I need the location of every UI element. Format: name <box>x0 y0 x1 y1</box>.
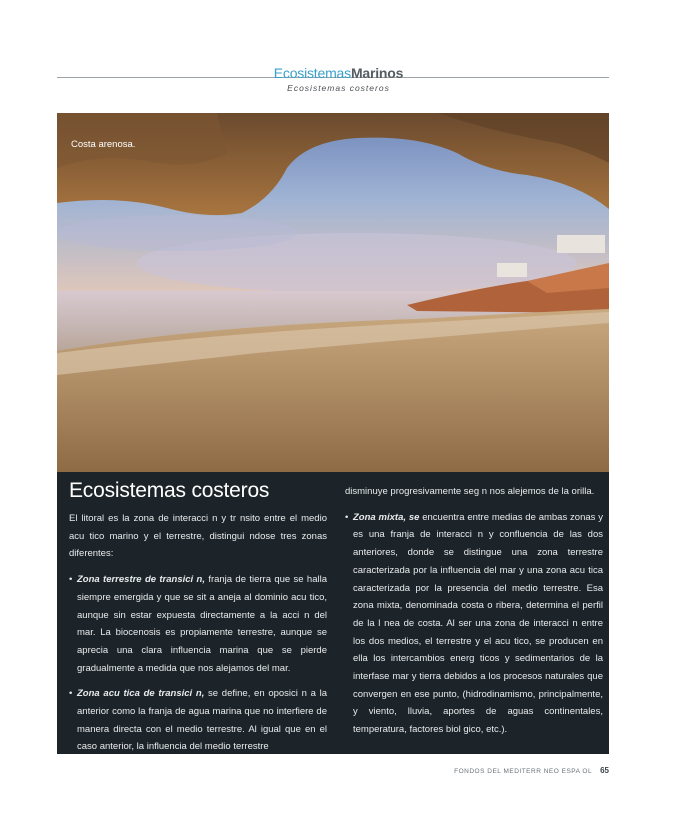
article-panel <box>57 472 609 754</box>
bullet-term: Zona terrestre de transici n, <box>77 574 205 586</box>
list-item <box>69 685 327 756</box>
bullet-symbol: • <box>345 511 349 523</box>
bullet-term: Zona acu tica de transici n, <box>77 688 205 700</box>
beach-cave-photo <box>57 113 609 472</box>
page-header-subtitle: Ecosistemas costeros <box>287 83 390 93</box>
bullet-text: franja de tierra que se halla siempre emergida y que se sit a aneja al dominio acu tico, aunque sin estar expuesta directamente a la acci n del mar. La biocenosis es propiamente terrestre, aunque se aprecia una clara influencia marina que se pierde gradualmente a medida que nos alejamos del mar. <box>77 574 327 674</box>
bullet-text: se define, en oposici n a la anterior como la franja de agua marina que no interfiere de manera directa con el medio terrestre. Al igual que en el caso anterior, la influencia del medio terrestre <box>77 688 328 753</box>
bullet-text: encuentra entre medias de ambas zonas y es una franja de interacci n y confluencia de las dos anteriores, donde se distingue una zona terrestre caracterizada por la influencia del mar y una zona acu tica caracterizada por la presencia del medio terrestre. Esa zona mixta, denominada costa o ribera, determina el perfil de la l nea de costa. Al ser una zona de interacci n entre los dos medios, el terrestre y el acu tico, se producen en ella los intercambios energ ticos y sedimentarios de la interfase mar y tierra debidos a los procesos naturales que convergen en ese punto, (hidrodinamismo, principalmente, y viento, lluvia, aportes de aguas continentales, temperatura, factores biol gico, etc.). <box>353 511 603 736</box>
page-header-title <box>0 65 677 81</box>
article-column-right <box>345 472 603 739</box>
header-title-part1: Ecosistemas <box>273 65 351 81</box>
header-title-part2: Marinos <box>350 65 404 81</box>
bullet-term: Zona mixta, se <box>353 511 420 523</box>
page-number: 65 <box>600 766 609 775</box>
article-continuation: disminuye progresivamente seg n nos alejemos de la orilla. <box>345 486 595 497</box>
page-footer <box>454 766 609 775</box>
bullet-symbol: • <box>69 688 73 700</box>
list-item <box>69 571 327 677</box>
footer-publication: FONDOS DEL MEDITERR NEO ESPA OL <box>454 768 593 775</box>
article-title: Ecosistemas costeros <box>69 479 270 502</box>
article-intro: El litoral es la zona de interacci n y tr nsito entre el medio acu tico marino y el terrestre, distingui ndose tres zonas diferentes: <box>69 513 327 560</box>
photo-caption: Costa arenosa. <box>71 139 136 150</box>
article-column-left <box>69 472 327 756</box>
list-item <box>345 509 603 739</box>
bullet-symbol: • <box>69 574 73 586</box>
